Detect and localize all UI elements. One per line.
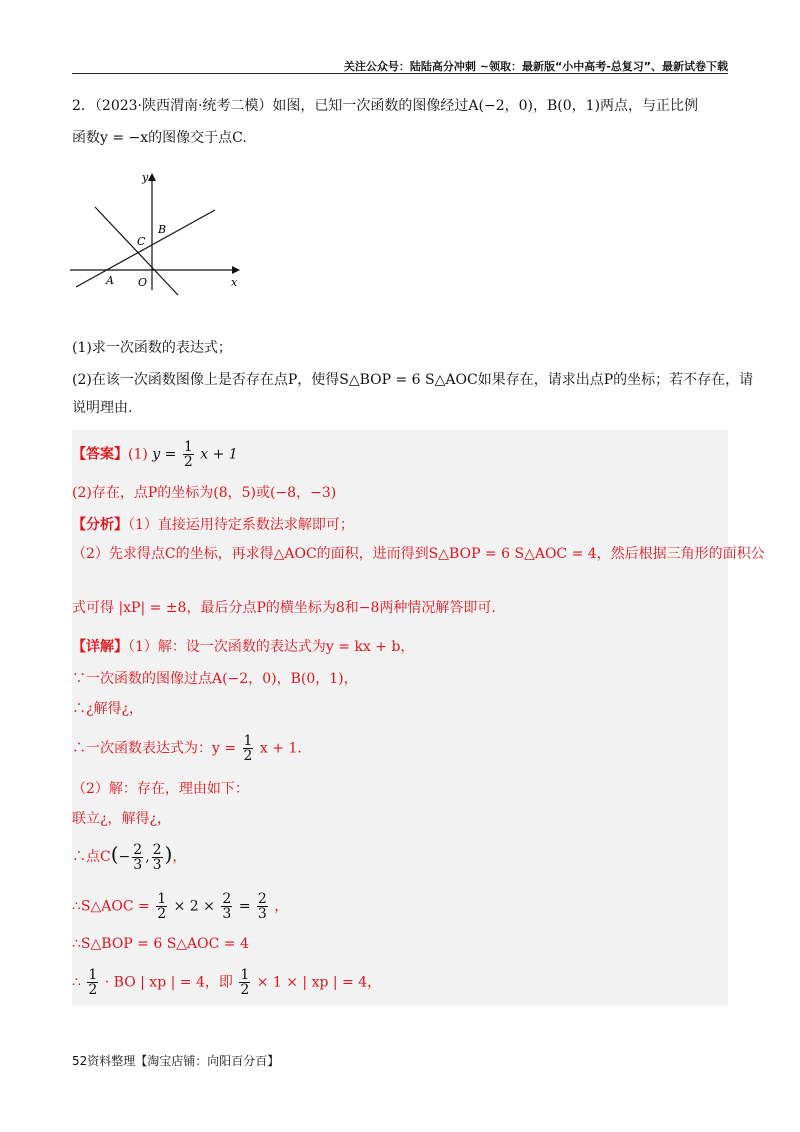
question-line-2: 函数y = −x的图像交于点C.: [72, 130, 247, 146]
graph-label-A: A: [106, 274, 114, 287]
page-footer: 52资料整理【淘宝店铺：向阳百分百】: [72, 1054, 280, 1068]
detail-line-9: ∴S△BOP = 6 S△AOC = 4: [72, 936, 249, 952]
graph-label-B: B: [158, 223, 167, 236]
analysis-line-2: （2）先求得点C的坐标，再求得△AOC的面积，进而得到S△BOP = 6 S△AOC = 4，然后根据三角形的面积公: [72, 546, 765, 562]
header-divider: [72, 73, 728, 74]
detail-line-10: ∴ $\frac{1}{2}$ · BO | xp | = 4，即 $\frac{1}{2}$ × 1 × | xp | = 4，: [72, 967, 382, 998]
function-graph: [60, 165, 250, 300]
detail-line-5: （2）解：存在，理由如下：: [72, 781, 249, 797]
analysis-line-1: 【分析】（1）直接运用待定系数法求解即可；: [72, 517, 354, 533]
detail-line-7: ∴点C(− $\frac{2}{3}$ , $\frac{2}{3}$ )，: [72, 841, 187, 873]
detail-line-3: ∴¿解得¿，: [72, 701, 144, 717]
answer-tag: 【答案】: [72, 446, 128, 463]
detail-line-4: ∴一次函数表达式为：y = $\frac{1}{2}$ x + 1.: [72, 733, 302, 764]
graph-label-y: y: [142, 171, 149, 184]
question-part-1: (1)求一次函数的表达式；: [72, 340, 232, 356]
detail-line-1: 【详解】（1）解：设一次函数的表达式为y = kx + b，: [72, 639, 415, 655]
detail-line-6: 联立¿，解得¿，: [72, 811, 172, 827]
question-part-2-cont: 说明理由.: [72, 400, 133, 416]
graph-label-x: x: [231, 276, 238, 289]
x-axis-arrow: [232, 266, 240, 274]
graph-label-C: C: [137, 235, 146, 248]
y-axis-arrow: [148, 173, 156, 181]
detail-line-8: ∴S△AOC = $\frac{1}{2}$ × 2 × $\frac{2}{3}$ = $\frac{2}{3}$ ，: [72, 891, 289, 922]
graph-label-origin: O: [138, 276, 148, 289]
page-header: 关注公众号：陆陆高分冲刺 ~领取：最新版“小中高考-总复习”、最新试卷下载: [343, 60, 728, 73]
detail-line-2: ∵一次函数的图像过点A(−2，0)，B(0，1)，: [72, 671, 358, 687]
answer-line-2: (2)存在，点P的坐标为(8，5)或(−8，−3): [72, 485, 337, 501]
analysis-line-3: 式可得 |xP| = ±8，最后分点P的横坐标为8和−8两种情况解答即可.: [72, 600, 496, 616]
answer-line-1: 【答案】(1) y = $\frac{1}{2}$ x + 1: [72, 439, 238, 470]
question-part-2: (2)在该一次函数图像上是否存在点P，使得S△BOP = 6 S△AOC如果存在，请求出点P的坐标；若不存在，请: [72, 372, 754, 388]
question-line-1: 2．（2023·陕西渭南·统考二模）如图，已知一次函数的图像经过A(−2，0)，B(0，1)两点，与正比例: [72, 98, 699, 114]
